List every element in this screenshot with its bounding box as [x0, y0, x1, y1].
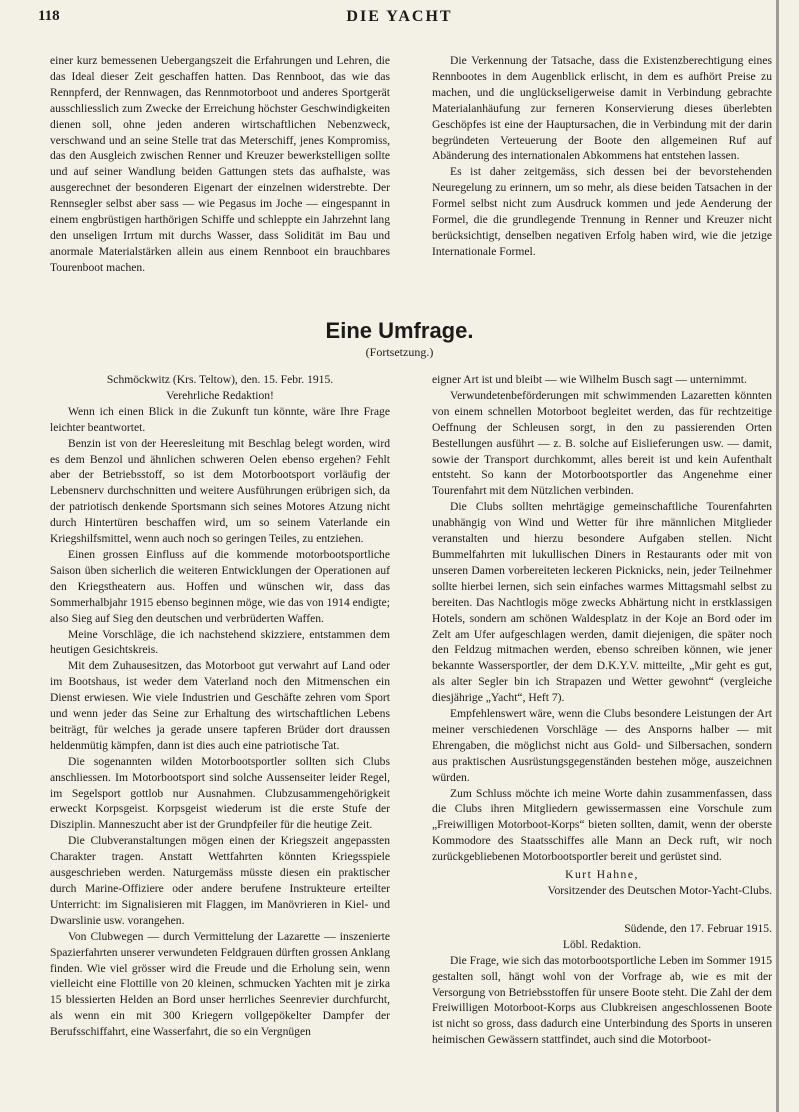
paragraph: einer kurz bemessenen Uebergangszeit die Erfahrungen und Lehren, die das Ideal dieser Zeit geschaffen hatten. Das Rennboot, das wie das Rennpferd, der Rennwagen, das Rennmotorboot und anderes Sportgerät ausschliesslich zum Zwecke der Erreichung höchster Geschwindigkeiten dienen soll, ohne jeden anderen wirtschaftlichen Nebenzweck, verschwand und an seine Stelle trat das Meterschiff, jenes Kompromiss, das den Ausgleich zwischen Renner und Kreuzer bewerkstelligen sollte und auf seiner Wandlung beiden Gattungen stets das aufhalste, was ausgerechnet der besonderen Eigenart der einzelnen widerstrebte. Der Rennsegler selbst aber sass — wie Pegasus im Joche — eingespannt in einem engbrüstigen harthörigen Schiffe und schleppte ein Jahrzehnt lang den unseligen Irrtum mit durchs Wasser, dass Solidität im Bau und anormale Materialstärken allein aus einem Rennboot ein brauchbares Tourenboot machen. [50, 54, 390, 274]
article-title: Eine Umfrage. [325, 318, 474, 343]
paragraph: Die Frage, wie sich das motorbootsportliche Leben im Sommer 1915 gestalten soll, hängt wohl von der Vorfrage ab, wie es mit der Versorgung von Betriebsstoffen für unsere Boote steht. Die Zahl der dem Freiwilligen Motorboot-Korps aus Clubkreisen angeschlossenen Boote ist nicht so gross, dass dadurch eine Unterbindung des Sports in unseren heimischen Gewässern stattfindet, auch sind die Motorboot- [432, 953, 772, 1047]
page-edge-shadow [776, 0, 779, 1112]
top-left-column [50, 53, 390, 276]
page-number: 118 [38, 8, 60, 24]
paragraph: Die Clubs sollten mehrtägige gemeinschaftliche Tourenfahrten unabhängig von Wind und Wetter für ihre männlichen Mitglieder veranstalten und hierzu besondere Aufgaben stellen. Nicht Bummelfahrten mit lukullischen Diners in Restaurants oder mit von unseren Damen vorbereiteten leckeren Picknicks, nein, jeder Teilnehmer sollte hierbei lernen, sich sein einfaches warmes Mittagsmahl selbst zu bereiten. Das Nachtlogis möge zwecks Abhärtung nicht in erstklassigen Hotels, sondern am schönen Waldesplatz in der Koje an Bord oder im Zelt am Ufer aufgeschlagen werden, damit diejenigen, die später noch den Feldzug mitmachen werden, ebenso schreiben können, wie jener bekannte Wassersportler, der dem D.K.Y.V. mitteilte, „Mir geht es gut, als alter Segler bin ich Strapazen und Wetter gewohnt“ (vergleiche diesjährige „Yacht“, Heft 7). [432, 500, 772, 705]
bottom-left-column [50, 372, 390, 1040]
bottom-right-column [432, 372, 772, 1048]
letter-dateline: Südende, den 17. Februar 1915. [624, 921, 772, 935]
letter-salutation: Löbl. Redaktion. [562, 937, 642, 951]
paragraph: Es ist daher zeitgemäss, sich dessen bei der bevorstehenden Neuregelung zu erinnern, um so mehr, als diese beiden Tatsachen in der Formel selbst nicht zum Ausdruck kommen und jede Aenderung der Formel, die die grundlegende Trennung in Renner und Kreuzer nicht berücksichtigt, denselben negativen Erfolg haben wird, wie die jetzige Internationale Formel. [432, 165, 772, 258]
paragraph: Zum Schluss möchte ich meine Worte dahin zusammenfassen, dass die Clubs ihren Mitgliedern gewissermassen eine Vorschule zum „Freiwilligen Motorboot-Korps“ bieten sollten, damit, wenn der oberste Kommodore des Staatsschiffes alle Mann an Deck ruft, wir noch zurückgebliebenen Motorbootsportler bereit und gerüstet sind. [432, 786, 772, 864]
paragraph: Mit dem Zuhausesitzen, das Motorboot gut verwahrt auf Land oder im Bootshaus, ist weder dem Vaterland noch den Mitmenschen ein Dienst erwiesen. Wie viele Industrien und Geschäfte zehren vom Sport und wenn jeder das Seine zur Erhaltung des wirtschaftlichen Lebens beiträgt, für welches ja gerade unsere tapferen Brüder dort draussen heldenmütig kämpfen, dann ist dies auch eine patriotische Tat. [50, 659, 390, 752]
paragraph: Meine Vorschläge, die ich nachstehend skizziere, entstammen dem heutigen Gesichtskreis. [50, 627, 390, 657]
paragraph: Die Verkennung der Tatsache, dass die Existenzberechtigung eines Rennbootes in dem Augenblick erlischt, in dem es aufhört Preise zu machen, und die unglückseligerweise damit in Verbindung gebrachte Materialanhäufung zur ferneren Konservierung dieses überlebten Geschöpfes ist eine der Hauptursachen, die in Verbindung mit der darin begründeten Verteuerung der Boote den allgemeinen Ruf auf Abänderung des internationalen Abkommens hat entstehen lassen. [432, 54, 772, 163]
paragraph: Die Clubveranstaltungen mögen einen der Kriegszeit angepassten Charakter tragen. Anstatt Wettfahrten könnten Kriegsspiele ausgeschrieben werden. Naturgemäss müsste diesen ein praktischer durch Marine-Offiziere oder andere berufene Instrukteure erteilter Unterricht: im Signalisieren mit Flaggen, im Manövrieren in Kiel- und Dwarslinie usw. vorangehen. [50, 834, 390, 927]
paragraph: Empfehlenswert wäre, wenn die Clubs besondere Leistungen der Art meiner verschiedenen Vorschläge — des Ansporns halber — mit Ehrengaben, die möglichst nicht aus Gold- und Silbersachen, sondern aus praktischen Ausrüstungsgegenständen bestehen möge, auszeichnen würden. [432, 707, 772, 784]
paragraph: Einen grossen Einfluss auf die kommende motorbootsportliche Saison üben sicherlich die weiteren Entwicklungen der Operationen auf den Kriegstheatern aus. Hoffen und wünschen wir, dass das Sommerhalbjahr 1915 ebenso beginnen möge, wie das von 1914 endigte; also Sieg auf Sieg den deutschen und verbrüderten Waffen. [50, 547, 391, 625]
paragraph: Wenn ich einen Blick in die Zukunft tun könnte, wäre Ihre Frage leichter beantwortet. [50, 404, 390, 434]
article-subtitle: (Fortsetzung.) [365, 345, 434, 359]
running-title: DIE YACHT [346, 8, 453, 25]
letter-dateline: Schmöckwitz (Krs. Teltow), den. 15. Febr. 1915. [106, 373, 334, 386]
paragraph: Die sogenannten wilden Motorbootsportler sollten sich Clubs anschliessen. Im Motorbootsport sind solche Aussenseiter leider Regel, im Segelsport gottlob nur Ausnahmen. Clubzusammengehörigkeit erweckt Korpsgeist. Korpsgeist wiederum ist die erste Stufe der Disziplin. Manneszucht aber ist der Grundpfeiler für die heutige Zeit. [50, 754, 390, 832]
paragraph: Von Clubwegen — durch Vermittelung der Lazarette — inszenierte Spazierfahrten unserer verwundeten Feldgrauen dürften grossen Anklang finden. Wie viel grösser wird die Freude und die Erholung sein, wenn vielleicht eine Flottille von 20 kleinen, schmucken Yachten mit je zirka 15 blessierten Helden an Bord unser herrliches Seenrevier durchfurcht, als wenn ein mit 300 Kriegern vollgepökelter Dampfer der Berufsschiffahrt, eine Wasserfahrt, die so ein Vergnügen [50, 929, 390, 1039]
paragraph: eigner Art ist und bleibt — wie Wilhelm Busch sagt — unternimmt. [432, 373, 747, 386]
signature-name: Kurt Hahne, [565, 868, 639, 882]
signature-title: Vorsitzender des Deutschen Motor-Yacht-Clubs. [547, 884, 772, 897]
letter-salutation: Verehrliche Redaktion! [166, 388, 274, 402]
page-header [0, 6, 799, 32]
paragraph: Benzin ist von der Heeresleitung mit Beschlag belegt worden, wird es dem Benzol und ähnlichen schweren Oelen ebenso ergehen? Fehlt aber der Betriebsstoff, so ist dem Motorbootsport vorläufig der Lebensnerv durchschnitten und weitere Ausführungen erübrigen sich, da der patriotisch denkende Sportsmann sich seines Motores Atzung nicht durch Hintertüren beschaffen wird, um so seinem Vaterlande ein Kriegshilfsmittel, wenn auch noch so geringen Teiles, zu entziehen. [50, 436, 390, 546]
paragraph: Verwundetenbeförderungen mit schwimmenden Lazaretten könnten von einem schnellen Motorboot begleitet werden, das für rechtzeitige Oeffnung der Schleusen sorgt, in den zu passierenden Orten Bestellungen ausführt — z. B. solche auf Eislieferungen usw. — damit, sowie der Transport durchkommt, alles bereit ist und kein Aufenthalt entsteht. So kann der Motorbootsportler das Angenehme einer Tourenfahrt mit dem Nützlichen verbinden. [432, 388, 772, 498]
top-right-column [432, 53, 772, 260]
